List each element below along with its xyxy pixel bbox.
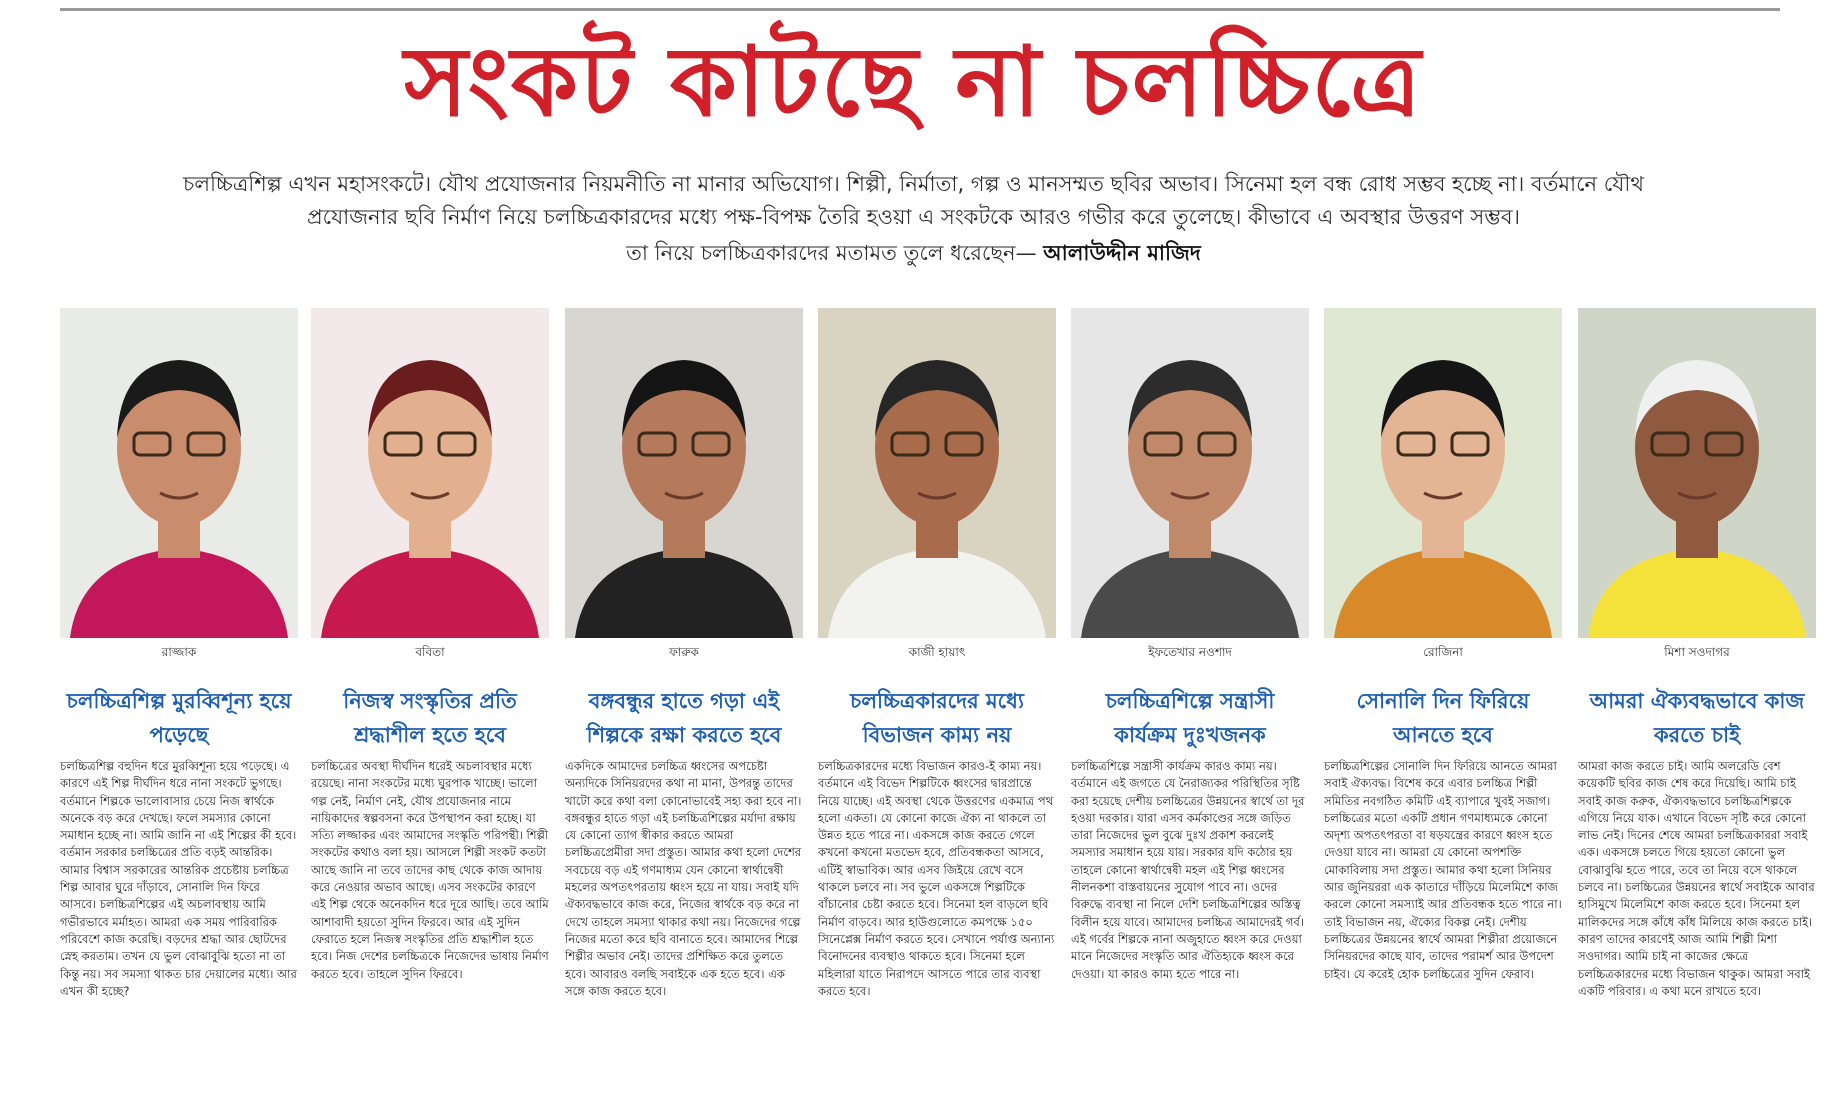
portrait-photo bbox=[1071, 308, 1309, 638]
portrait-photo bbox=[311, 308, 549, 638]
person-name: মিশা সওদাগর bbox=[1664, 645, 1730, 659]
opinion-column-bobita bbox=[311, 308, 549, 1106]
intro-paragraph: চলচ্চিত্রশিল্প এখন মহাসংকটে। যৌথ প্রযোজনার নিয়মনীতি না মানার অভিযোগ। শিল্পী, নির্মাতা, গল্প ও মানসম্মত ছবির অভাব। সিনেমা হল বন্ধ রোধ সম্ভব হচ্ছে না। বর্তমানে যৌথ প্রযোজনার ছবি নির্মাণ নিয়ে চলচ্চিত্রকারদের মধ্যে পক্ষ-বিপক্ষ তৈরি হওয়া এ সংকটকে আরও গভীর করে তুলেছে। কীভাবে এ অবস্থার উত্তরণ সম্ভব। bbox=[183, 172, 1644, 229]
column-body: চলচ্চিত্রের অবস্থা দীর্ঘদিন ধরেই অচলাবস্থার মধ্যে রয়েছে। নানা সংকটের মধ্যে ঘুরপাক খাচ্ছে। ভালো গল্প নেই, নির্মাণ নেই, যৌথ প্রযোজনার নামে নায়িকাদের স্বল্পবসনা করে উপস্থাপন করা হচ্ছে। যা সত্যি লজ্জাকর এবং আমাদের সংস্কৃতি পরিপন্থী। শিল্পী সংকটের কথাও বলা হয়। আসলে শিল্পী সংকট কতটা আছে জানি না তবে তাদের কাছ থেকে কাজ আদায় করে নেওয়ার অভাব আছে। এসব সংকটের কারণে এই শিল্প থেকে অনেকদিন ধরে দূরে আছি। তবে আমি আশাবাদী হয়তো সুদিন ফিরবে। আর এই সুদিন ফেরাতে হলে নিজস্ব সংস্কৃতির প্রতি শ্রদ্ধাশীল হতে হবে। নিজ দেশের চলচ্চিত্রকে নিজেদের ভাষায় নির্মাণ করতে হবে। তাহলে সুদিন ফিরবে। bbox=[311, 759, 549, 981]
portrait-photo bbox=[565, 308, 803, 638]
person-name: ফারুক bbox=[669, 645, 699, 659]
page-headline: সংকট কাটছে না চলচ্চিত্রে bbox=[404, 26, 1423, 138]
opinion-column-rojina bbox=[1324, 308, 1562, 1106]
column-body: চলচ্চিত্রশিল্পে সন্ত্রাসী কার্যক্রম কারও কাম্য নয়। বর্তমানে এই জগতে যে নৈরাজ্যকর পরিস্থিতির সৃষ্টি করা হয়েছে দেশীয় চলচ্চিত্রের উন্নয়নের স্বার্থে তা দূর হওয়া দরকার। যারা এসব কর্মকাণ্ডের সঙ্গে জড়িত তারা নিজেদের ভুল বুঝে দুঃখ প্রকাশ করলেই সমস্যার সমাধান হয়ে যায়। সরকার যদি কঠোর হয় তাহলে কোনো স্বার্থান্বেষী মহল এই শিল্প ধ্বংসের নীলনকশা বাস্তবায়নের সুযোগ পাবে না। ওদের বিরুদ্ধে ব্যবস্থা না নিলে দেশি চলচ্চিত্রশিল্পের অস্তিত্ব বিলীন হয়ে যাবে। আমাদের চলচ্চিত্র আমাদেরই গর্ব। এই গর্বের শিল্পকে নানা অজুহাতে ধ্বংস করে দেওয়া মানে নিজেদের সংস্কৃতি আর ঐতিহ্যকে ধ্বংস করে দেওয়া। যা কারও কাম্য হতে পারে না। bbox=[1071, 759, 1305, 981]
column-body: চলচ্চিত্রকারদের মধ্যে বিভাজন কারও-ই কাম্য নয়। বর্তমানে এই বিভেদ শিল্পটিকে ধ্বংসের দ্বারপ্রান্তে নিয়ে যাচ্ছে। এই অবস্থা থেকে উত্তরণের একমাত্র পথ হলো একতা। যে কোনো কাজে ঐক্য না থাকলে তা উন্নত হতে পারে না। একসঙ্গে কাজ করতে গেলে কখনো কখনো মতভেদ হবে, প্রতিবন্ধকতা আসবে, এটিই স্বাভাবিক। আর এসব জিইয়ে রেখে বসে থাকলে চলবে না। সব ভুলে একসঙ্গে শিল্পটিকে বাঁচানোর চেষ্টা করতে হবে। সিনেমা হল বাড়লে ছবি নির্মাণ বাড়বে। আর হাউগুলোতে কমপক্ষে ১৫০ সিনেপ্লেক্স নির্মাণ করতে হবে। সেখানে পর্যাপ্ত অন্যান্য বিনোদনের ব্যবস্থাও থাকতে হবে। সিনেমা হলে মহিলারা যাতে নিরাপদে আসতে পারে তার ব্যবস্থা করতে হবে। bbox=[818, 759, 1055, 998]
person-name: রোজিনা bbox=[1423, 645, 1463, 659]
column-title: বঙ্গবন্ধুর হাতে গড়া এই শিল্পকে রক্ষা করতে হবে bbox=[586, 689, 782, 747]
opinion-column-razzak bbox=[60, 308, 298, 1106]
portrait-photo bbox=[60, 308, 298, 638]
column-title: নিজস্ব সংস্কৃতির প্রতি শ্রদ্ধাশীল হতে হবে bbox=[343, 689, 517, 747]
portrait-photo bbox=[818, 308, 1056, 638]
byline bbox=[0, 237, 1827, 270]
portrait-photo bbox=[1578, 308, 1816, 638]
person-name: কাজী হায়াৎ bbox=[908, 645, 966, 659]
column-title: চলচ্চিত্রশিল্পে সন্ত্রাসী কার্যক্রম দুঃখজনক bbox=[1105, 689, 1275, 747]
column-title: আমরা ঐক্যবদ্ধভাবে কাজ করতে চাই bbox=[1589, 689, 1805, 747]
column-title: চলচ্চিত্রশিল্প মুরব্বিশূন্য হয়ে পড়েছে bbox=[66, 689, 292, 747]
person-name: ইফতেখার নওশাদ bbox=[1148, 645, 1232, 659]
portrait-photo bbox=[1324, 308, 1562, 638]
person-name: রাজ্জাক bbox=[161, 645, 197, 659]
top-rule bbox=[60, 8, 1780, 11]
column-body: একদিকে আমাদের চলচ্চিত্র ধ্বংসের অপচেষ্টা অন্যদিকে সিনিয়রদের কথা না মানা, উপরন্তু তাদের খাটো করে কথা বলা কোনোভাবেই সহ্য করা হবে না। বঙ্গবন্ধুর হাতে গড়া এই চলচ্চিত্রশিল্পের মর্যাদা রক্ষায় যে কোনো ত্যাগ স্বীকার করতে আমরা চলচ্চিত্রপ্রেমীরা সদা প্রস্তুত। আমার কথা হলো দেশের সবচেয়ে বড় এই গণমাধ্যম যেন কোনো স্বার্থান্বেষী মহলের অপতৎপরতায় ধ্বংস হয়ে না যায়। সবাই যদি ঐক্যবদ্ধভাবে কাজ করে, নিজের স্বার্থকে বড় করে না দেখে তাহলে সমস্যা থাকার কথা নয়। নিজেদের গল্পে নিজের মতো করে ছবি বানাতে হবে। আমাদের শিল্পে শিল্পীর অভাব নেই। তাদের প্রশিক্ষিত করে তুলতে হবে। আবারও বলছি সবাইকে এক হতে হবে। এক সঙ্গে কাজ করতে হবে। bbox=[565, 759, 802, 998]
opinion-column-iftekhar-naushad bbox=[1071, 308, 1309, 1106]
opinion-column-kazi-hayat bbox=[818, 308, 1056, 1106]
column-body: চলচ্চিত্রশিল্প বহুদিন ধরে মুরব্বিশূন্য হয়ে পড়েছে। এ কারণে এই শিল্প দীর্ঘদিন ধরে নানা সংকটে ভুগছে। বর্তমানে শিল্পকে ভালোবাসার চেয়ে নিজ স্বার্থকে অনেকে বড় করে দেখছে। ফলে সমস্যার কোনো সমাধান হচ্ছে না। আমি জানি না এই শিল্পের কী হবে। বর্তমান সরকার চলচ্চিত্রের প্রতি বড়ই আন্তরিক। আমার বিশ্বাস সরকারের আন্তরিক প্রচেষ্টায় চলচ্চিত্র শিল্প আবার ঘুরে দাঁড়াবে, সোনালি দিন ফিরে আসবে। চলচ্চিত্রশিল্পের এই অচলাবস্থায় আমি গভীরভাবে মর্মাহত। আমরা এক সময় পারিবারিক পরিবেশে কাজ করেছি। বড়দের শ্রদ্ধা আর ছোটদের স্নেহ করতাম। তখন যে ভুল বোঝাবুঝি হতো না তা কিন্তু নয়। সব সমস্যা থাকত চার দেয়ালের মধ্যে। আর এখন কী হচ্ছে? bbox=[60, 759, 297, 998]
byline-text: তা নিয়ে চলচ্চিত্রকারদের মতামত তুলে ধরেছেন— bbox=[626, 241, 1037, 265]
byline-author: আলাউদ্দীন মাজিদ bbox=[1043, 241, 1201, 265]
person-name: ববিতা bbox=[415, 645, 445, 659]
column-title: চলচ্চিত্রকারদের মধ্যে বিভাজন কাম্য নয় bbox=[850, 689, 1024, 747]
opinion-column-farooque bbox=[565, 308, 803, 1106]
column-body: চলচ্চিত্রশিল্পের সোনালি দিন ফিরিয়ে আনতে আমরা সবাই ঐক্যবদ্ধ। বিশেষ করে এবার চলচ্চিত্র শিল্পী সমিতির নবগঠিত কমিটি এই ব্যাপারে খুবই সজাগ। চলচ্চিত্রের মতো একটি প্রধান গণমাধ্যমকে কোনো অদৃশ্য অপতৎপরতা বা ষড়যন্ত্রের কারণে ধ্বংস হতে দেওয়া যাবে না। আমরা যে কোনো অপশক্তি মোকাবিলায় সদা প্রস্তুত। আমার কথা হলো সিনিয়র আর জুনিয়ররা এক কাতারে দাঁড়িয়ে মিলেমিশে কাজ করলে কোনো সমস্যাই আর প্রতিবন্ধক হতে পারে না। তাই বিভাজন নয়, ঐক্যের বিকল্প নেই। দেশীয় চলচ্চিত্রের উন্নয়নের স্বার্থে আমরা শিল্পীরা প্রয়োজনে সিনিয়রদের কাছে যাব, তাদের পরামর্শ আর উপদেশ চাইব। যে করেই হোক চলচ্চিত্রের সুদিন ফেরাব। bbox=[1324, 759, 1562, 981]
opinion-column-misha-sawdagar bbox=[1578, 308, 1816, 1106]
column-body: আমরা কাজ করতে চাই। আমি অলরেডি বেশ কয়েকটি ছবির কাজ শেষ করে দিয়েছি। আমি চাই সবাই কাজ করুক, ঐক্যবদ্ধভাবে চলচ্চিত্রশিল্পকে এগিয়ে নিয়ে যাক। এখানে বিভেদ সৃষ্টি করে কোনো লাভ নেই। দিনের শেষে আমরা চলচ্চিত্রকাররা সবাই এক। একসঙ্গে চলতে গিয়ে হয়তো কোনো ভুল বোঝাবুঝি হতে পারে, তবে তা নিয়ে বসে থাকলে চলবে না। চলচ্চিত্রের উন্নয়নের স্বার্থে সবাইকে আবার হাসিমুখে মিলেমিশে কাজ করতে হবে। সিনেমা হল মালিকদের সঙ্গে কাঁধে কাঁধ মিলিয়ে কাজ করতে চাই। কারণ তাদের কারণেই আজ আমি শিল্পী মিশা সওদাগর। আমি চাই না কাজের ক্ষেত্রে চলচ্চিত্রকারদের মধ্যে বিভাজন থাকুক। আমরা সবাই একটি পরিবার। এ কথা মনে রাখতে হবে। bbox=[1578, 759, 1815, 998]
column-title: সোনালি দিন ফিরিয়ে আনতে হবে bbox=[1356, 689, 1530, 747]
